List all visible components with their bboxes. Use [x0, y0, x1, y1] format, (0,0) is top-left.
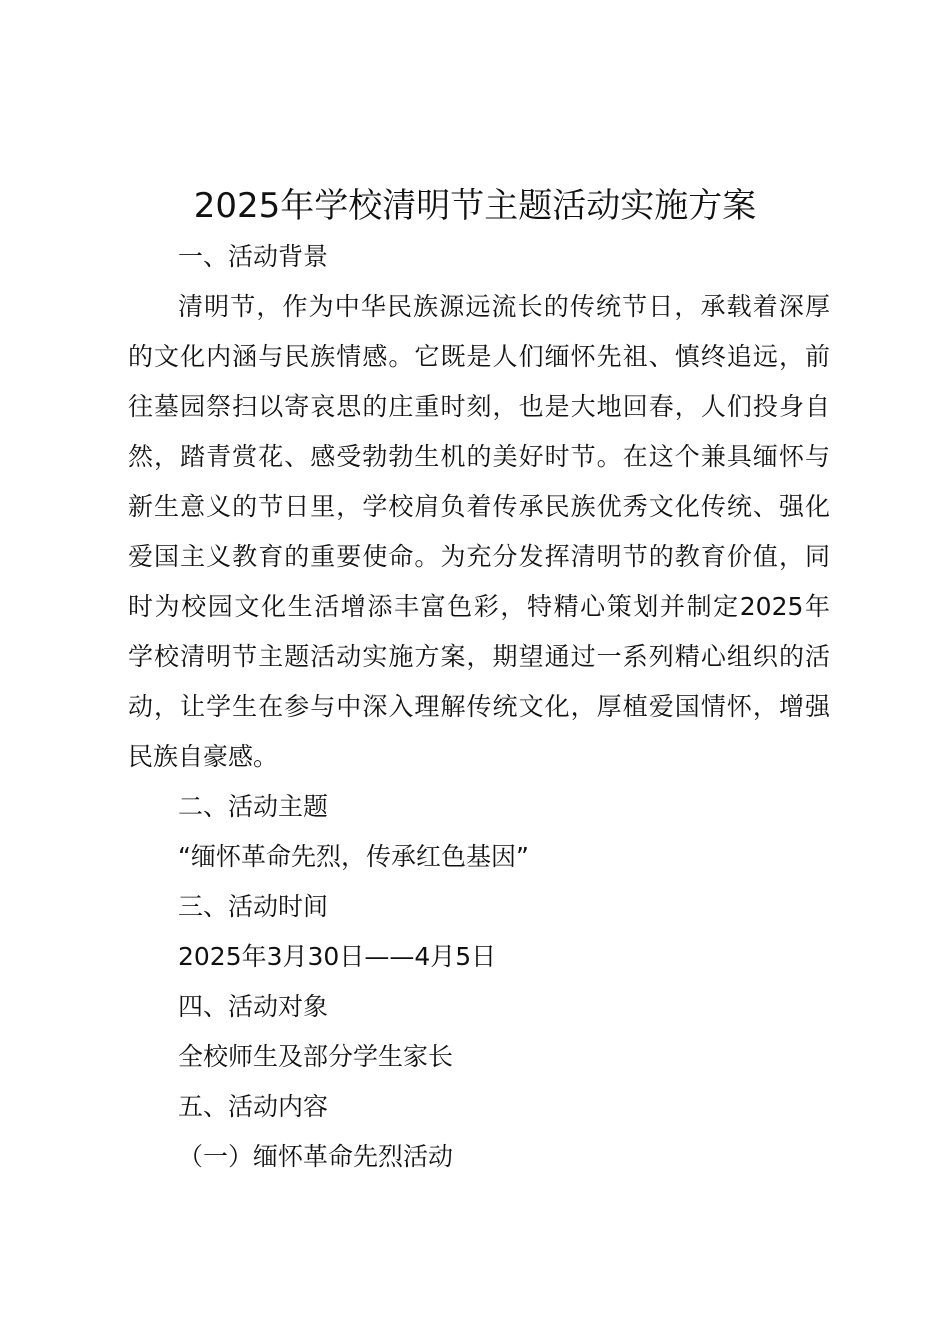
paragraph-line: 动，让学生在参与中深入理解传统文化，厚植爱国情怀，增强	[128, 692, 830, 721]
section-heading-background: 一、活动背景	[178, 242, 329, 271]
section-heading-time: 三、活动时间	[178, 892, 329, 921]
document-title: 2025年学校清明节主题活动实施方案	[193, 186, 757, 226]
paragraph-line: 新生意义的节日里，学校肩负着传承民族优秀文化传统、强化	[128, 492, 830, 521]
paragraph-line: 民族自豪感。	[128, 742, 279, 771]
paragraph-line: 时为校园文化生活增添丰富色彩，特精心策划并制定2025年	[128, 592, 830, 621]
paragraph-line: 往墓园祭扫以寄哀思的庄重时刻，也是大地回春，人们投身自	[128, 392, 830, 421]
document-body	[128, 232, 830, 1182]
paragraph-line: 清明节，作为中华民族源远流长的传统节日，承载着深厚	[178, 292, 830, 321]
paragraph-line: 的文化内涵与民族情感。它既是人们缅怀先祖、慎终追远，前	[128, 342, 830, 371]
section-heading-content: 五、活动内容	[178, 1092, 329, 1121]
paragraph-line: 爱国主义教育的重要使命。为充分发挥清明节的教育价值，同	[128, 542, 830, 571]
time-text: 2025年3月30日——4月5日	[178, 942, 497, 971]
section-heading-theme: 二、活动主题	[178, 792, 329, 821]
audience-text: 全校师生及部分学生家长	[178, 1042, 454, 1071]
section-heading-audience: 四、活动对象	[178, 992, 329, 1021]
paragraph-line: 然，踏青赏花、感受勃勃生机的美好时节。在这个兼具缅怀与	[128, 442, 830, 471]
paragraph-line: 学校清明节主题活动实施方案，期望通过一系列精心组织的活	[128, 642, 830, 671]
theme-text: “缅怀革命先烈，传承红色基因”	[178, 842, 529, 871]
subsection-heading: （一）缅怀革命先烈活动	[178, 1142, 454, 1171]
